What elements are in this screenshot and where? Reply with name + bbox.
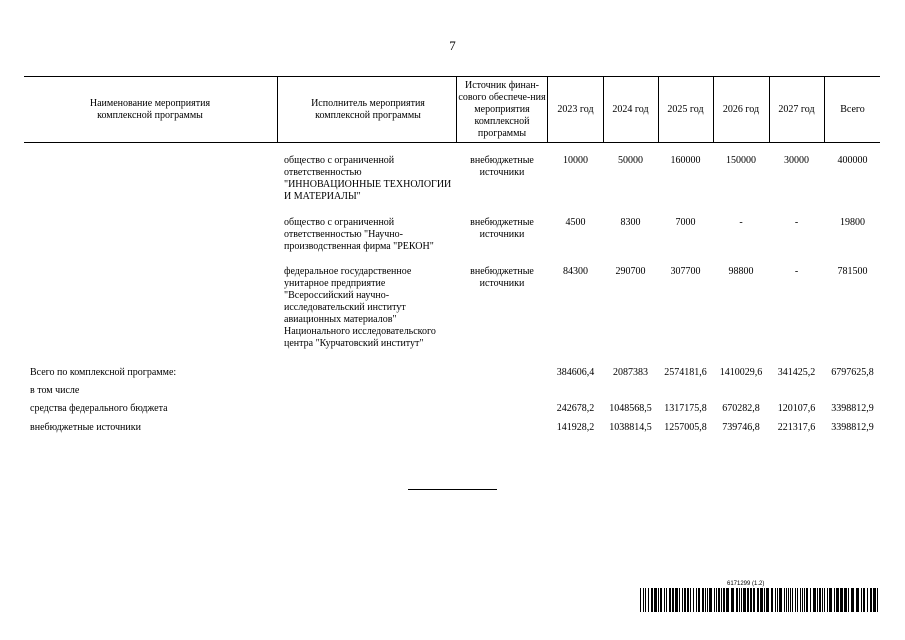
barcode-bar [877, 588, 878, 612]
barcode-bar [690, 588, 691, 612]
column-divider [547, 76, 548, 143]
barcode-bar [693, 588, 694, 612]
value-total: 400000 [837, 155, 868, 166]
barcode-bar [675, 588, 678, 612]
barcode-bar [784, 588, 785, 612]
value-total: 781500 [837, 266, 868, 277]
barcode-bar [651, 588, 653, 612]
source-cell: внебюджетные источники [470, 217, 534, 240]
barcode-bar [648, 588, 649, 612]
summary-label: средства федерального бюджета [30, 403, 168, 414]
value-2026: - [739, 217, 743, 228]
value-total: 6797625,8 [831, 367, 874, 378]
barcode-bar [834, 588, 835, 612]
source-cell: внебюджетные источники [470, 155, 534, 178]
barcode-bar [709, 588, 712, 612]
barcode-bar [760, 588, 763, 612]
barcode-bar [718, 588, 720, 612]
barcode-bar [792, 588, 793, 612]
barcode-bar [840, 588, 843, 612]
executor-cell: общество с ограниченной ответственностью "ИННОВАЦИОННЫЕ ТЕХНОЛОГИИ И МАТЕРИАЛЫ" [284, 155, 452, 202]
value-2023: 242678,2 [556, 403, 595, 414]
barcode-bar [739, 588, 740, 612]
value-2024: 50000 [618, 155, 643, 166]
barcode-bar [824, 588, 825, 612]
barcode-bar [810, 588, 811, 612]
summary-label-including: в том числе [30, 385, 80, 396]
header-year-2026: 2026 год [722, 103, 760, 115]
header-year-2024: 2024 год [612, 103, 649, 115]
barcode-bar [766, 588, 769, 612]
source-cell: внебюджетные источники [470, 266, 534, 289]
barcode-bar [672, 588, 674, 612]
barcode-bar [743, 588, 746, 612]
barcode-bar [723, 588, 725, 612]
value-2025: 1317175,8 [664, 403, 707, 414]
barcode-bar [747, 588, 749, 612]
barcode-bar [822, 588, 823, 612]
barcode-bar [654, 588, 657, 612]
barcode-bar [802, 588, 803, 612]
barcode-bar [753, 588, 755, 612]
barcode-bar [836, 588, 839, 612]
barcode-bar [716, 588, 717, 612]
barcode-bar [726, 588, 729, 612]
value-2027: 221317,6 [777, 422, 816, 433]
value-2026: 1410029,6 [719, 367, 763, 378]
barcode-bar [643, 588, 644, 612]
barcode-bar [658, 588, 659, 612]
barcode-bar [870, 588, 872, 612]
value-2023: 384606,4 [556, 367, 595, 378]
value-2027: - [794, 217, 799, 228]
value-2026: 739746,8 [722, 422, 760, 433]
value-total: 3398812,9 [831, 403, 874, 414]
barcode-bar [666, 588, 667, 612]
barcode-bar [721, 588, 722, 612]
value-2023: 84300 [563, 266, 588, 277]
header-funding-source: Источник финан-сового обеспече-ния мероприятия комплексной программы [458, 79, 546, 139]
column-divider [277, 76, 278, 143]
barcode-bar [800, 588, 801, 612]
barcode-bar [669, 588, 671, 612]
header-total: Всего [840, 103, 865, 115]
barcode-bar [660, 588, 662, 612]
barcode-bar [687, 588, 689, 612]
value-2024: 1038814,5 [609, 422, 652, 433]
page-number: 7 [449, 38, 456, 53]
barcode-bar [788, 588, 789, 612]
barcode-bar [736, 588, 738, 612]
barcode-bar [750, 588, 752, 612]
barcode-bar [844, 588, 847, 612]
barcode-bar [856, 588, 859, 612]
value-total: 3398812,9 [831, 422, 874, 433]
value-2027: 30000 [784, 155, 809, 166]
barcode-bar [795, 588, 796, 612]
value-2026: 670282,8 [722, 403, 760, 414]
barcode-bar [829, 588, 832, 612]
barcode-bar [790, 588, 791, 612]
barcode-bar [851, 588, 854, 612]
barcode-bar [817, 588, 818, 612]
barcode-bar [757, 588, 759, 612]
header-bottom-border [24, 142, 880, 143]
value-2026: 98800 [728, 266, 754, 277]
executor-cell: общество с ограниченной ответственностью "Научно-производственная фирма "РЕКОН" [284, 217, 434, 252]
value-2024: 290700 [615, 266, 646, 277]
barcode-bar [731, 588, 734, 612]
barcode-bar [741, 588, 742, 612]
summary-label: внебюджетные источники [30, 422, 141, 433]
barcode-bar [698, 588, 700, 612]
barcode-bar [714, 588, 715, 612]
barcode-bar [861, 588, 862, 612]
value-2027: - [794, 266, 799, 277]
barcode-bar [679, 588, 680, 612]
barcode-bar [863, 588, 865, 612]
value-2024: 1048568,5 [609, 403, 652, 414]
barcode-icon [640, 588, 879, 612]
barcode-bar [813, 588, 816, 612]
value-2023: 10000 [563, 155, 588, 166]
barcode-bar [804, 588, 805, 612]
barcode-bar [806, 588, 808, 612]
value-2025: 2574181,6 [664, 367, 707, 378]
barcode-bar [819, 588, 821, 612]
barcode-bar [873, 588, 876, 612]
end-rule [408, 489, 497, 490]
barcode-label: 6171299 (1.2) [727, 581, 765, 587]
barcode-bar [848, 588, 849, 612]
barcode-bar [664, 588, 665, 612]
header-year-2027: 2027 год [778, 103, 815, 115]
barcode-bar [775, 588, 776, 612]
barcode-bar [682, 588, 683, 612]
barcode-bar [645, 588, 646, 612]
barcode-bar [640, 588, 641, 612]
header-executor: Исполнитель мероприятия комплексной программы [311, 97, 425, 121]
barcode-bar [702, 588, 704, 612]
value-2027: 120107,6 [777, 403, 816, 414]
barcode-bar [867, 588, 868, 612]
value-2025: 307700 [670, 266, 701, 277]
value-2023: 4500 [565, 217, 586, 228]
barcode-bar [696, 588, 697, 612]
barcode-bar [705, 588, 706, 612]
barcode-bar [684, 588, 686, 612]
barcode-bar [771, 588, 773, 612]
barcode-bar [797, 588, 798, 612]
value-2024: 2087383 [613, 367, 648, 378]
barcode-bar [786, 588, 787, 612]
summary-label: Всего по комплексной программе: [30, 367, 177, 378]
value-2025: 7000 [675, 217, 696, 228]
column-divider [456, 76, 457, 143]
value-total: 19800 [840, 217, 865, 228]
value-2023: 141928,2 [556, 422, 595, 433]
header-event-name: Наименование мероприятия комплексной программы [89, 97, 211, 121]
barcode-bar [779, 588, 782, 612]
value-2026: 150000 [726, 155, 756, 166]
executor-cell: федеральное государственное унитарное предприятие "Всероссийский научно-исследовательский институт авиационных материалов" Национального исследовательского центра "Курчатовский институт" [284, 266, 436, 349]
header-year-2023: 2023 год [557, 103, 594, 115]
header-year-2025: 2025 год [667, 103, 704, 115]
barcode-bar [707, 588, 708, 612]
value-2025: 160000 [670, 155, 701, 166]
value-2024: 8300 [620, 217, 641, 228]
barcode-bar [827, 588, 828, 612]
barcode-bar [764, 588, 765, 612]
value-2025: 1257005,8 [664, 422, 707, 433]
value-2027: 341425,2 [777, 367, 816, 378]
barcode-bar [777, 588, 778, 612]
